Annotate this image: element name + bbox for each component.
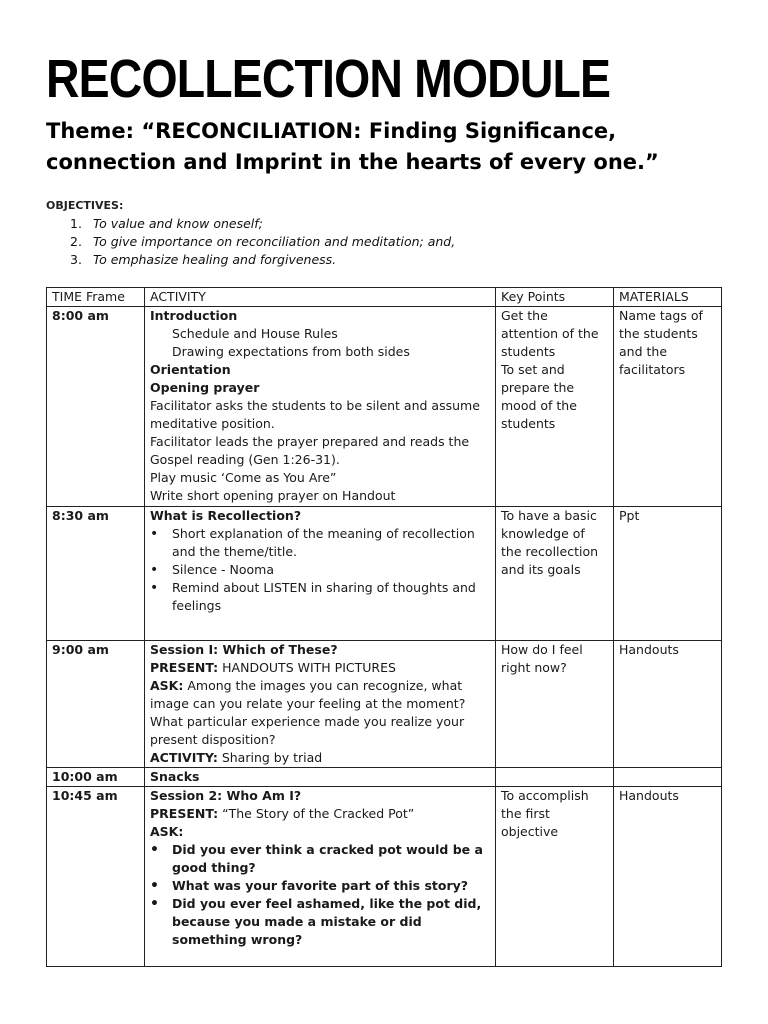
activity-text: Among the images you can recognize, what image can you relate your feeling at the moment? What particular experience made you realize your present disposition? — [150, 678, 466, 747]
activity-line: What is Recollection? — [150, 508, 302, 523]
activity-line: • Remind about LISTEN in sharing of thoughts and feelings — [150, 579, 490, 615]
activity-line: Introduction — [150, 308, 238, 323]
cell-time: 8:30 am — [47, 507, 145, 641]
activity-line: • Short explanation of the meaning of recollection and the theme/title. — [150, 525, 490, 561]
activity-line: Drawing expectations from both sides — [172, 344, 410, 359]
activity-line: Facilitator asks the students to be silent and assume meditative position. — [150, 398, 480, 431]
cell-key-points — [496, 768, 614, 787]
theme-heading: Theme: “RECONCILIATION: Finding Significance, connection and Imprint in the hearts of every one.” — [46, 119, 659, 174]
cell-materials: Handouts — [614, 787, 722, 967]
cell-materials: Ppt — [614, 507, 722, 641]
cell-activity — [145, 787, 496, 967]
table-row — [47, 507, 722, 641]
column-header-activity: ACTIVITY — [145, 288, 496, 307]
activity-line: Snacks — [150, 769, 200, 784]
cell-materials — [614, 768, 722, 787]
table-row — [47, 307, 722, 507]
cell-activity — [145, 507, 496, 641]
schedule-table — [46, 287, 722, 967]
column-header-time: TIME Frame — [47, 288, 145, 307]
objective-item: 3. To emphasize healing and forgiveness. — [70, 252, 337, 267]
cell-key-points: Get the attention of the students To set and prepare the mood of the students — [496, 307, 614, 507]
table-row — [47, 768, 722, 787]
activity-line: Session 2: Who Am I? — [150, 788, 302, 803]
activity-line — [150, 677, 490, 749]
activity-line — [150, 749, 490, 767]
cell-materials: Handouts — [614, 641, 722, 768]
activity-line: • Silence - Nooma — [150, 561, 490, 579]
activity-line: Facilitator leads the prayer prepared and reads the Gospel reading (Gen 1:26-31). — [150, 434, 470, 467]
cell-materials: Name tags of the students and the facilitators — [614, 307, 722, 507]
table-row — [47, 641, 722, 768]
activity-label: PRESENT: — [150, 660, 219, 675]
cell-time: 10:45 am — [47, 787, 145, 967]
objectives-label: OBJECTIVES: — [46, 199, 124, 212]
cell-time: 8:00 am — [47, 307, 145, 507]
cell-key-points: To have a basic knowledge of the recollection and its goals — [496, 507, 614, 641]
column-header-key-points: Key Points — [496, 288, 614, 307]
activity-line — [150, 659, 490, 677]
activity-line: Session I: Which of These? — [150, 642, 338, 657]
activity-line: Orientation — [150, 362, 231, 377]
cell-activity — [145, 768, 496, 787]
activity-line — [150, 805, 490, 823]
activity-line — [150, 823, 490, 841]
activity-text: “The Story of the Cracked Pot” — [218, 806, 415, 821]
column-header-materials: MATERIALS — [614, 288, 722, 307]
objectives-list — [46, 215, 455, 269]
table-header-row — [47, 288, 722, 307]
cell-time: 9:00 am — [47, 641, 145, 768]
table-row — [47, 787, 722, 967]
cell-key-points: How do I feel right now? — [496, 641, 614, 768]
activity-line: • Did you ever think a cracked pot would be a good thing? — [150, 841, 490, 877]
activity-text: HANDOUTS WITH PICTURES — [218, 660, 396, 675]
cell-key-points: To accomplish the first objective — [496, 787, 614, 967]
page-title: RECOLLECTION MODULE — [46, 49, 611, 109]
schedule-body — [47, 307, 722, 967]
activity-line: • Did you ever feel ashamed, like the pot did, because you made a mistake or did something wrong? — [150, 895, 490, 949]
activity-line: Opening prayer — [150, 380, 260, 395]
activity-line: Write short opening prayer on Handout — [150, 488, 396, 503]
objective-item: 1. To value and know oneself; — [70, 216, 263, 231]
activity-text: Sharing by triad — [217, 750, 323, 765]
activity-label: PRESENT: — [150, 806, 219, 821]
activity-label: ACTIVITY: — [150, 750, 218, 765]
cell-time: 10:00 am — [47, 768, 145, 787]
activity-line: • What was your favorite part of this story? — [150, 877, 490, 895]
activity-label: ASK: — [150, 824, 184, 839]
activity-label: ASK: — [150, 678, 184, 693]
activity-line: Schedule and House Rules — [172, 326, 338, 341]
cell-activity — [145, 641, 496, 768]
cell-activity — [145, 307, 496, 507]
activity-line: Play music ‘Come as You Are” — [150, 470, 337, 485]
objective-item: 2. To give importance on reconciliation and meditation; and, — [70, 234, 456, 249]
